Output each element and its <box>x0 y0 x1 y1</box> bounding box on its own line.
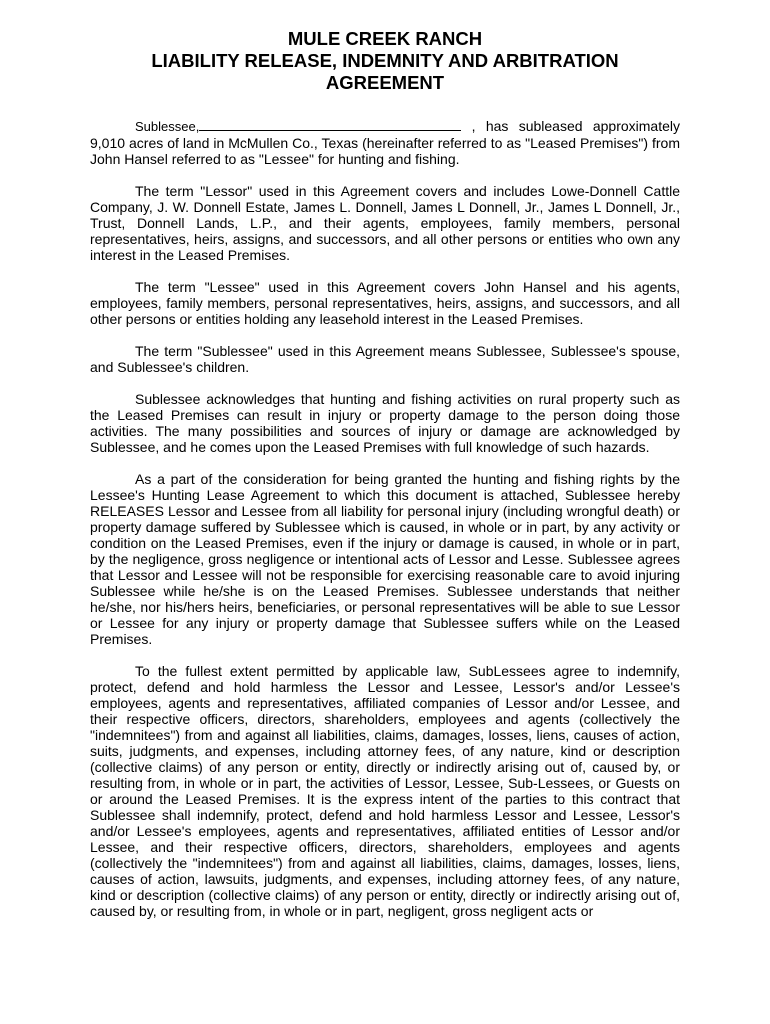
sublessee-label: Sublessee, <box>135 119 200 134</box>
indemnity-paragraph: To the fullest extent permitted by applicable law, SubLessees agree to indemnify, protect, defend and hold harmless the Lessor and Lessee, Lessor's and/or Lessee's employees, agents and representatives, affiliated companies of Lessor and/or Lessee, and their respective officers, directors, shareholders, employees and agents (collectively the "indemnitees") from and against all liabilities, claims, damages, losses, liens, causes of action, suits, judgments, and expenses, including attorney fees, of any nature, kind or description (collective claims) of any person or entity, directly or indirectly arising out of, caused by, or resulting from, in whole or in part, the activities of Lessor, Lessee, Sub-Lessees, or Guests on or around the Leased Premises. It is the express intent of the parties to this contract that Sublessee shall indemnify, protect, defend and hold harmless Lessor and Lessee, Lessor's and/or Lessee's employees, agents and representatives, affiliated entities of Lessor and/or Lessee, and their respective officers, directors, shareholders, employees and agents (collectively the "indemnitees") from and against all liabilities, claims, damages, losses, liens, causes of action, lawsuits, judgments, and expenses, including attorney fees, of any nature, kind or description (collective claims) of any person or entity, directly or indirectly arising out of, caused by, or resulting from, in whole or in part, negligent, gross negligent acts or <box>90 663 680 919</box>
lessee-definition-paragraph: The term "Lessee" used in this Agreement covers John Hansel and his agents, employees, family members, personal representatives, heirs, assigns, and successors, and all other persons or entities holding any leasehold interest in the Leased Premises. <box>90 279 680 327</box>
acknowledgement-paragraph: Sublessee acknowledges that hunting and fishing activities on rural property such as the Leased Premises can result in injury or property damage to the person doing those activities. The many possibilities and sources of injury or damage are acknowledged by Sublessee, and he comes upon the Leased Premises with full knowledge of such hazards. <box>90 391 680 455</box>
title-line-1: MULE CREEK RANCH <box>287 28 483 49</box>
title-line-2: LIABILITY RELEASE, INDEMNITY AND ARBITRATION <box>151 50 619 71</box>
release-paragraph: As a part of the consideration for being granted the hunting and fishing rights by the Lessee's Hunting Lease Agreement to which this document is attached, Sublessee hereby RELEASES Lessor and Lessee from all liability for personal injury (including wrongful death) or property damage suffered by Sublessee which is caused, in whole or in part, by any activity or condition on the Leased Premises, even if the injury or damage is caused, in whole or in part, by the negligence, gross negligence or intentional acts of Lessor and Lesse. Sublessee agrees that Lessor and Lessee will not be responsible for exercising reasonable care to avoid injuring Sublessee while he/she is on the Leased Premises. Sublessee understands that neither he/she, nor his/hers heirs, beneficiaries, or personal representatives will be able to sue Lessor or Lessee for any injury or property damage that Sublessee suffers while on the Leased Premises. <box>90 471 680 647</box>
sublessee-name-blank[interactable] <box>199 118 461 131</box>
lessor-definition-paragraph: The term "Lessor" used in this Agreement covers and includes Lowe-Donnell Cattle Company, J. W. Donnell Estate, James L. Donnell, James L Donnell, Jr., James L Donnell, Jr., Trust, Donnell Lands, L.P., and their agents, employees, family members, personal representatives, heirs, assigns, and successors, and all other persons or entities who own any interest in the Leased Premises. <box>90 183 680 263</box>
title-line-3: AGREEMENT <box>325 72 445 93</box>
document-page <box>90 28 680 935</box>
title-block <box>90 28 680 94</box>
intro-paragraph <box>90 118 680 167</box>
sublessee-definition-paragraph: The term "Sublessee" used in this Agreement means Sublessee, Sublessee's spouse, and Sublessee's children. <box>90 343 680 375</box>
intro-text: , has subleased approximately 9,010 acres of land in McMullen Co., Texas (hereinafter referred to as "Leased Premises") from John Hansel referred to as "Lessee" for hunting and fishing. <box>90 118 680 167</box>
